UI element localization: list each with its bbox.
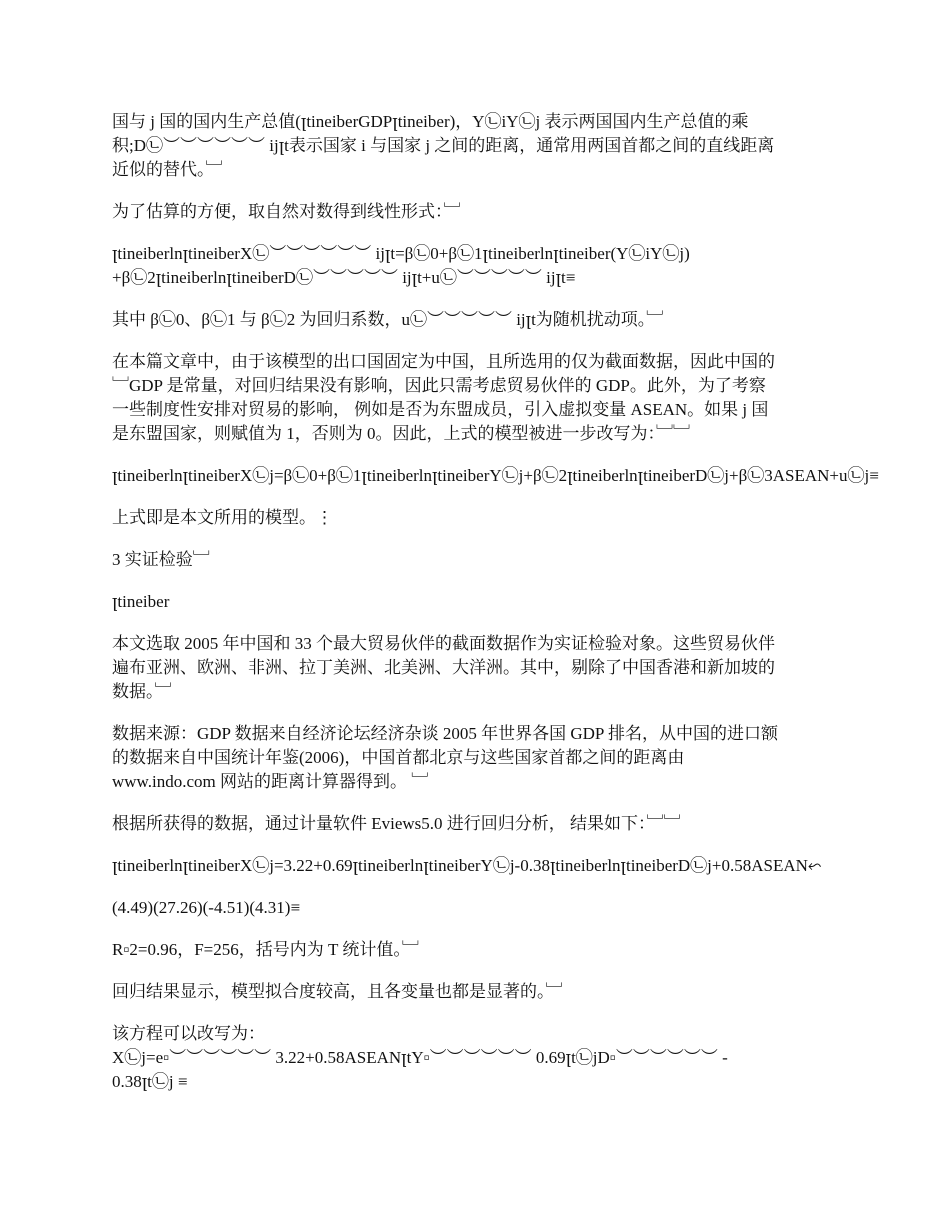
text-line: 一些制度性安排对贸易的影响， 例如是否为东盟成员，引入虚拟变量 ASEAN。如果 j 国 — [112, 400, 769, 419]
paragraph-symbol-artifact — [112, 590, 842, 614]
paragraph-result-summary — [112, 980, 842, 1004]
t-statistics-line — [112, 896, 842, 920]
equation-line: 0.38ꞁt㉡j ≡ — [112, 1072, 188, 1091]
text-line: 数据。﹈ — [112, 682, 172, 701]
text-line: 上式即是本文所用的模型。⋮ — [112, 508, 333, 527]
text-line: ꞁtineiber — [112, 592, 170, 611]
fit-statistics-line — [112, 938, 842, 962]
text-line: 根据所获得的数据，通过计量软件 Eviews5.0 进行回归分析， 结果如下：﹈﹈ — [112, 814, 681, 833]
text-line: 回归结果显示，模型拟合度较高，且各变量也都是显著的。﹈ — [112, 982, 563, 1001]
paragraph-coefficients — [112, 308, 842, 332]
text-line: 近似的替代。﹈ — [112, 160, 223, 179]
text-line: 该方程可以改写为： — [112, 1024, 265, 1043]
text-line: 数据来源：GDP 数据来自经济论坛经济杂谈 2005 年世界各国 GDP 排名，从中国的进口额 — [112, 724, 779, 743]
text-line: 其中 β㉡0、β㉡1 与 β㉡2 为回归系数，u㉡︶︶︶︶︶ ijꞁt为随机扰动项。﹈ — [112, 310, 664, 329]
text-line: 在本篇文章中，由于该模型的出口国固定为中国，且所选用的仅为截面数据，因此中国的 — [112, 352, 775, 371]
text-line: 的数据来自中国统计年鉴(2006)，中国首都北京与这些国家首都之间的距离由 — [112, 748, 685, 767]
equation-line: ꞁtineiberlnꞁtineiberX㉡j=β㉡0+β㉡1ꞁtineiberlnꞁtineiberY㉡j+β㉡2ꞁtineiberlnꞁtineiberD㉡j+β㉡3ASEAN+u㉡j≡ — [112, 466, 879, 485]
text-line: 积;D㉡︶︶︶︶︶︶ ijꞁt表示国家 i 与国家 j 之间的距离，通常用两国首都之间的直线距离 — [112, 136, 775, 155]
paragraph-gdp-definition — [112, 110, 842, 182]
section-heading — [112, 548, 842, 572]
paragraph-model-explanation — [112, 350, 842, 446]
paragraph-sample-selection — [112, 632, 842, 704]
equation-rewritten-form — [112, 1022, 842, 1094]
paragraph-regression-method — [112, 812, 842, 836]
document-body — [112, 110, 879, 1112]
equation-regression-result — [112, 854, 842, 878]
equation-line: X㉡j=e▫︶︶︶︶︶︶ 3.22+0.58ASEANꞁtY▫︶︶︶︶︶︶ 0.69ꞁt㉡jD▫︶︶︶︶︶︶ - — [112, 1048, 728, 1067]
text-line: 遍布亚洲、欧洲、非洲、拉丁美洲、北美洲、大洋洲。其中，剔除了中国香港和新加坡的 — [112, 658, 775, 677]
equation-line: ꞁtineiberlnꞁtineiberX㉡︶︶︶︶︶︶ ijꞁt=β㉡0+β㉡1ꞁtineiberlnꞁtineiber(Y㉡iY㉡j) — [112, 244, 690, 263]
text-line: 是东盟国家，则赋值为 1，否则为 0。因此，上式的模型被进一步改写为：﹈﹈ — [112, 424, 690, 443]
text-line: 国与 j 国的国内生产总值(ꞁtineiberGDPꞁtineiber)，Y㉡iY㉡j 表示两国国内生产总值的乘 — [112, 112, 749, 131]
equation-asean-model — [112, 464, 879, 488]
text-line: 本文选取 2005 年中国和 33 个最大贸易伙伴的截面数据作为实证检验对象。这些贸易伙伴 — [112, 634, 775, 653]
heading-text: 3 实证检验﹈ — [112, 550, 210, 569]
paragraph-data-sources — [112, 722, 842, 794]
equation-line: +β㉡2ꞁtineiberlnꞁtineiberD㉡︶︶︶︶︶ ijꞁt+u㉡︶︶︶︶︶ ijꞁt≡ — [112, 268, 576, 287]
text-line: 为了估算的方便，取自然对数得到线性形式：﹈ — [112, 202, 461, 221]
equation-line: (4.49)(27.26)(-4.51)(4.31)≡ — [112, 898, 301, 917]
paragraph-model-note — [112, 506, 842, 530]
text-line: www.indo.com 网站的距离计算器得到。 ﹈ — [112, 772, 429, 791]
equation-line: ꞁtineiberlnꞁtineiberX㉡j=3.22+0.69ꞁtineiberlnꞁtineiberY㉡j-0.38ꞁtineiberlnꞁtineiberD㉡j+0.58ASEAN⬿ — [112, 856, 822, 875]
text-line: R▫2=0.96，F=256，括号内为 T 统计值。﹈ — [112, 940, 419, 959]
paragraph-log-transform — [112, 200, 842, 224]
text-line: ﹈GDP 是常量，对回归结果没有影响，因此只需考虑贸易伙伴的 GDP。此外，为了考察 — [112, 376, 766, 395]
equation-linear-form — [112, 242, 842, 290]
